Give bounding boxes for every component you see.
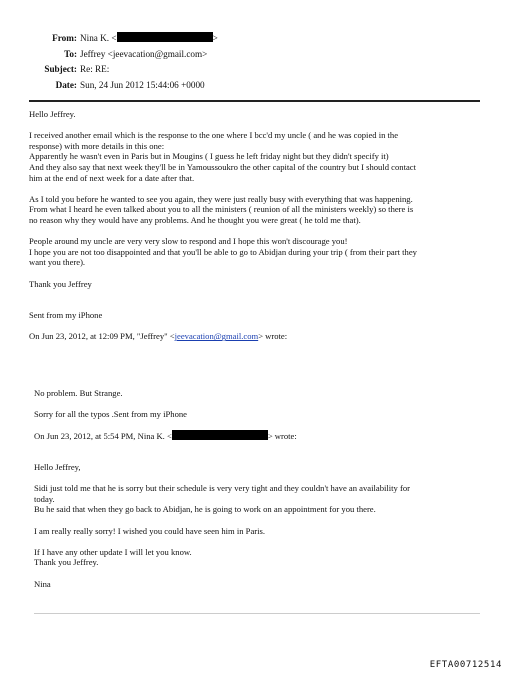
document-id: EFTA00712514 xyxy=(429,660,502,670)
quote-intro-text: On Jun 23, 2012, at 12:09 PM, "Jeffrey" < xyxy=(29,331,175,342)
greeting: Hello Jeffrey, xyxy=(34,462,81,472)
message-paragraph xyxy=(29,194,484,226)
text-line: Sidi just told me that he is sorry but their schedule is very very tight and they couldn't have an availability for xyxy=(34,483,411,494)
message-paragraph xyxy=(34,547,484,568)
text-line: him at the end of next week for a date after that. xyxy=(29,172,195,183)
from-label: From: xyxy=(52,33,77,43)
redaction-box xyxy=(117,32,213,42)
text-line: today. xyxy=(34,493,55,504)
quote-intro-text: On Jun 23, 2012, at 5:54 PM, Nina K. < xyxy=(34,431,172,442)
greeting: Hello Jeffrey. xyxy=(29,109,76,119)
text-line: People around my uncle are very very slow to respond and I hope this won't discourage you! xyxy=(29,236,348,247)
header-divider xyxy=(29,100,480,102)
closing-thanks: Thank you Jeffrey xyxy=(29,278,92,289)
message-paragraph xyxy=(29,236,484,268)
quoted-reply-1 xyxy=(34,388,484,453)
text-line: Apparently he wasn't even in Paris but in Mougins ( I guess he left friday night but they didn't specify it) xyxy=(29,151,389,162)
subject-value: Re: RE: xyxy=(80,64,110,74)
email-link[interactable]: jeevacation@gmail.com xyxy=(174,331,259,342)
quoted-line: Sorry for all the typos .Sent from my iPhone xyxy=(34,409,188,420)
quoted-line: No problem. But Strange. xyxy=(34,388,123,398)
message-paragraph xyxy=(34,483,484,515)
text-line: no reason why they would have any problems. And he thought you were great ( he told me that). xyxy=(29,214,361,225)
text-line: Bu he said that when they go back to Abidjan, he is going to work on an appointment for you there. xyxy=(34,504,376,515)
from-row xyxy=(29,31,218,47)
text-line: As I told you before he wanted to see you again, they were just really busy with everything that was happening. xyxy=(29,193,413,204)
to-value: Jeffrey <jeevacation@gmail.com> xyxy=(80,48,208,59)
text-line: response) with more details in this one: xyxy=(29,140,165,151)
sign-off: Nina xyxy=(34,578,51,589)
signature: Sent from my iPhone xyxy=(29,310,103,321)
date-row xyxy=(29,78,218,94)
message-paragraph: I am really really sorry! I wished you could have seen him in Paris. xyxy=(34,525,266,536)
date-value: Sun, 24 Jun 2012 15:44:06 +0000 xyxy=(80,79,205,90)
quote-intro-tail: > wrote: xyxy=(258,331,288,342)
quote-intro xyxy=(34,430,484,442)
subject-label: Subject: xyxy=(44,64,77,74)
to-label: To: xyxy=(64,48,77,59)
text-line: I hope you are not too disappointed and that you'll be able to go to Abidjan during your trip ( from their part they xyxy=(29,246,417,257)
message-body xyxy=(29,109,484,352)
quote-intro xyxy=(29,331,484,342)
quoted-reply-2 xyxy=(34,462,484,600)
from-value: Nina K. < xyxy=(80,33,117,43)
from-suffix: > xyxy=(212,33,218,43)
to-row xyxy=(29,47,218,63)
text-line: From what I heard he even talked about you to all the ministers ( reunion of all the ministers weekly) so there is xyxy=(29,204,414,215)
text-line: If I have any other update I will let you know. xyxy=(34,546,192,557)
message-paragraph xyxy=(29,130,484,183)
date-label: Date: xyxy=(55,79,77,90)
bottom-divider xyxy=(34,613,480,614)
text-line: Thank you Jeffrey. xyxy=(34,557,99,568)
text-line: want you there). xyxy=(29,257,86,268)
quote-intro-tail: > wrote: xyxy=(267,431,297,442)
email-header xyxy=(29,31,218,93)
text-line: I received another email which is the response to the one where I bcc'd my uncle ( and he was copied in the xyxy=(29,130,399,141)
text-line: And they also say that next week they'll be in Yamoussoukro the other capital of the country but I should contact xyxy=(29,161,416,172)
redaction-box xyxy=(172,430,268,440)
subject-row xyxy=(29,62,218,78)
